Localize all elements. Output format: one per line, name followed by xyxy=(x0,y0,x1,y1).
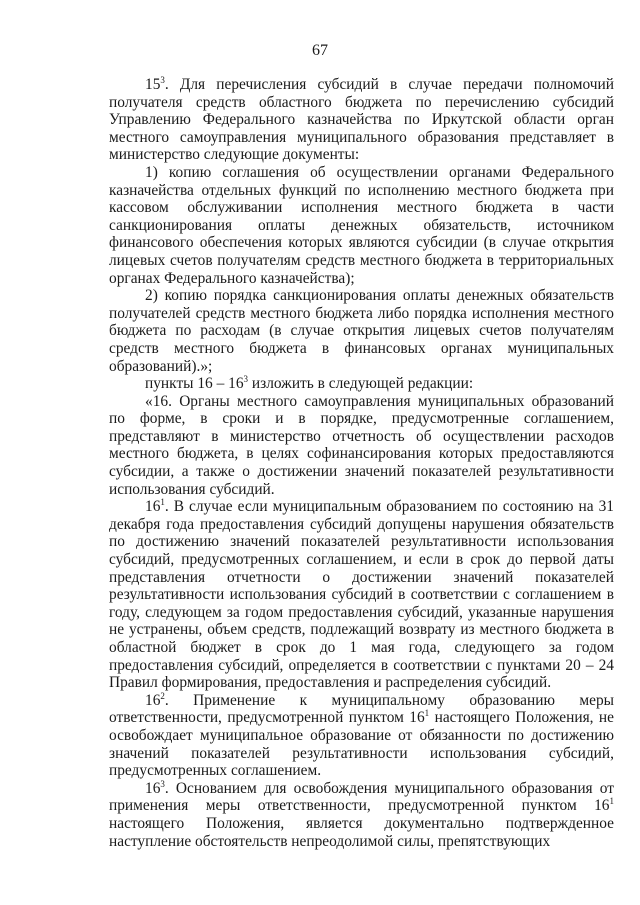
paragraph-15-3: $15^3$. Для перечисления субсидий в случае передачи полномочий получателя средств областного бюджета по перечислению субсидий Управлению Федерального казначейства по Иркутской области орган местного самоуправления муниципального образования представляет в министерство следующие документы: xyxy=(109,75,614,164)
paragraph-16: «16. Органы местного самоуправления муниципальных образований по форме, в сроки и в порядке, предусмотренные соглашением, представляют в министерство отчетность об осуществлении расходов местного бюджета, в целях софинансирования которых предоставляются субсидии, а также о достижении значений показателей результативности использования субсидий. xyxy=(109,392,614,498)
paragraph-item-2: 2) копию порядка санкционирования оплаты денежных обязательств получателей средств местного бюджета либо порядка исполнения местного бюджета по расходам (в случае открытия лицевых счетов получателям средств местного бюджета в финансовых органах муниципальных образований).»; xyxy=(109,287,614,375)
paragraph-16-3: $16^3$. Основанием для освобождения муниципального образования от применения меры ответственности, предусмотренной пунктом $16^1$ настоящего Положения, является документально подтвержденное наступление обстоятельств непреодолимой силы, препятствующих xyxy=(109,778,614,850)
page-number: 67 xyxy=(312,42,328,59)
document-body xyxy=(109,76,614,850)
paragraph-16-1: $16^1$. В случае если муниципальным образованием по состоянию на 31 декабря года предоставления субсидий допущены нарушения обязательств по достижению значений показателей результативности использования субсидий, предусмотренных соглашением, и если в срок до первой даты представления отчетности о достижении значений показателей результативности использования субсидий в соответствии с соглашением в году, следующем за годом предоставления субсидий, указанные нарушения не устранены, объем средств, подлежащий возврату из местного бюджета в областной бюджет в срок до 1 мая года, следующего за годом предоставления субсидий, определяется в соответствии с пунктами 20 – 24 Правил формирования, предоставления и распределения субсидий. xyxy=(109,497,614,692)
paragraph-16-2: $16^2$. Применение к муниципальному образованию меры ответственности, предусмотренной пунктом $16^1$ настоящего Положения, не освобождает муниципальное образование от обязанности по достижению значений показателей результативности использования субсидий, предусмотренных соглашением. xyxy=(109,690,614,780)
paragraph-item-1: 1) копию соглашения об осуществлении органами Федерального казначейства отдельных функций по исполнению местного бюджета при кассовом обслуживании исполнения местного бюджета в части санкционирования оплаты денежных обязательств, источником финансового обеспечения которых являются субсидии (в случае открытия лицевых счетов получателям средств местного бюджета в территориальных органах Федерального казначейства); xyxy=(109,163,614,287)
paragraph-amendment-intro: пункты $16 - 16^3$ изложить в следующей редакции: xyxy=(145,374,474,393)
